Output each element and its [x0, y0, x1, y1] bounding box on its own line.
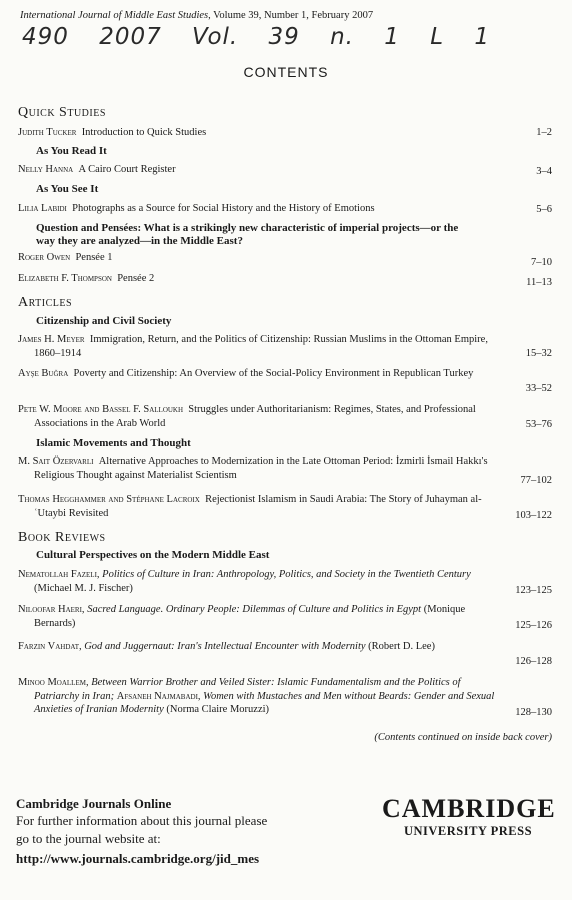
toc-entry-labidi[interactable]: [18, 202, 504, 216]
entry-reviewer: (Monique Bernards): [34, 604, 466, 629]
entry-author: Niloofar Haeri,: [18, 604, 85, 615]
subhead-as-you-see: As You See It: [36, 183, 99, 195]
entry-pages: 7–10: [531, 257, 552, 268]
toc-entry-thompson[interactable]: [18, 272, 504, 286]
toc-entry-ozervarli[interactable]: [18, 455, 504, 482]
journal-title: International Journal of Middle East Studies: [20, 10, 209, 21]
entry-title: Alternative Approaches to Modernization in the Late Ottoman Period: İzmirli İsmail Hakkı's Religious Thought against Materialist Scientism: [34, 456, 488, 481]
entry-pages: 77–102: [520, 475, 552, 486]
subhead-cultural-perspectives: Cultural Perspectives on the Modern Middle East: [36, 549, 270, 561]
entry-title: Pensée 1: [75, 252, 113, 263]
entry-title: God and Juggernaut: Iran's Intellectual Encounter with Modernity: [84, 641, 366, 652]
journal-website-link[interactable]: http://www.journals.cambridge.org/jid_mes: [16, 851, 260, 866]
entry-pages: 1–2: [536, 127, 552, 138]
toc-entry-moore[interactable]: [18, 403, 504, 430]
entry-author: Farzin Vahdat,: [18, 641, 82, 652]
entry-title: Photographs as a Source for Social History and the History of Emotions: [72, 203, 375, 214]
entry-title-2: Women with Mustaches and Men without Beards: Gender and Sexual Anxieties of Iranian Modernity: [34, 690, 495, 715]
entry-title: Politics of Culture in Iran: Anthropology, Politics, and Society in the Twentieth Century: [102, 569, 471, 580]
logo-sub-text: UNIVERSITY PRESS: [403, 824, 533, 838]
entry-title: Poverty and Citizenship: An Overview of the Social-Policy Environment in Republican Turkey: [73, 368, 474, 379]
toc-entry-tucker[interactable]: [18, 126, 504, 140]
entry-title: Sacred Language. Ordinary People: Dilemmas of Culture and Politics in Egypt: [87, 604, 422, 615]
entry-title: Struggles under Authoritarianism: Regimes, States, and Professional Associations in the Arab World: [34, 404, 476, 429]
entry-title: Introduction to Quick Studies: [81, 127, 207, 138]
entry-pages: 125–126: [515, 620, 552, 631]
entry-author: Minoo Moallem,: [18, 677, 89, 688]
entry-author: Nematollah Fazeli,: [18, 569, 100, 580]
toc-entry-hegghammer[interactable]: [18, 493, 504, 520]
subhead-islamic-movements: Islamic Movements and Thought: [36, 437, 191, 449]
toc-entry-fazeli[interactable]: [18, 568, 504, 595]
entry-pages: 126–128: [515, 656, 552, 667]
entry-title: Immigration, Return, and the Politics of Citizenship: Russian Muslims in the Ottoman Empire, 1860–1914: [34, 334, 488, 359]
toc-entry-bugra[interactable]: [18, 367, 504, 381]
entry-author: Elizabeth F. Thompson: [18, 273, 112, 284]
toc-entry-moallem[interactable]: [18, 676, 504, 717]
contents-heading: CONTENTS: [243, 64, 329, 80]
entry-pages: 15–32: [525, 348, 552, 359]
cjo-info-line-2: go to the journal website at:: [16, 831, 161, 846]
handwritten-shelf-note: 490 2007 Vol. 39 n. 1 L 1: [22, 24, 491, 50]
toc-entry-vahdat[interactable]: [18, 640, 504, 654]
section-book-reviews: Book Reviews: [18, 530, 106, 545]
section-quick-studies: Quick Studies: [18, 105, 106, 120]
entry-author: Roger Owen: [18, 252, 71, 263]
journal-issue-details: , Volume 39, Number 1, February 2007: [208, 10, 374, 21]
toc-entry-haeri[interactable]: [18, 603, 504, 630]
toc-entry-owen[interactable]: [18, 251, 504, 265]
entry-author: Thomas Hegghammer and Stéphane Lacroix: [18, 494, 200, 505]
entry-pages: 123–125: [515, 585, 552, 596]
journal-citation: [20, 10, 373, 21]
entry-author: Judith Tucker: [18, 127, 77, 138]
cjo-heading: Cambridge Journals Online: [16, 796, 172, 811]
entry-pages: 3–4: [536, 166, 552, 177]
entry-author: Pete W. Moore and Bassel F. Salloukh: [18, 404, 184, 415]
toc-entry-meyer[interactable]: [18, 333, 504, 360]
entry-author-2: Afsaneh Najmabadi,: [116, 690, 201, 702]
entry-pages: 11–13: [526, 277, 552, 288]
entry-reviewer: (Michael M. J. Fischer): [34, 582, 133, 594]
entry-pages: 103–122: [515, 510, 552, 521]
section-articles: Articles: [18, 295, 73, 310]
entry-author: James H. Meyer: [18, 334, 85, 345]
entry-title: A Cairo Court Register: [78, 164, 176, 175]
entry-author: Lilia Labidi: [18, 203, 67, 214]
entry-reviewer: (Norma Claire Moruzzi): [166, 704, 270, 715]
contents-continued-note: (Contents continued on inside back cover): [374, 732, 552, 743]
subhead-citizenship: Citizenship and Civil Society: [36, 315, 172, 327]
entry-author: Ayşe Buğra: [18, 368, 69, 379]
entry-pages: 53–76: [525, 419, 552, 430]
entry-title: Pensée 2: [117, 273, 155, 284]
subhead-question-pensees: Question and Pensées: What is a strikingly new characteristic of imperial projects—or the way they are analyzed—in the Middle East?: [36, 222, 459, 247]
logo-main-text: CAMBRIDGE: [382, 794, 556, 823]
entry-reviewer: (Robert D. Lee): [368, 641, 435, 652]
entry-title: Rejectionist Islamism in Saudi Arabia: The Story of Juhayman al-ʿUtaybi Revisited: [34, 494, 482, 519]
cjo-info-line-1: For further information about this journal please: [16, 813, 268, 828]
entry-author: Nelly Hanna: [18, 164, 74, 175]
cambridge-university-press-logo: [382, 796, 554, 839]
entry-author: M. Sait Özervarli: [18, 456, 94, 467]
entry-pages: 33–52: [525, 383, 552, 394]
toc-entry-hanna[interactable]: [18, 163, 504, 177]
subhead-as-you-read: As You Read It: [36, 145, 107, 157]
entry-pages: 128–130: [515, 707, 552, 718]
entry-title: Between Warrior Brother and Veiled Sister: Islamic Fundamentalism and the Politics of Patriarchy in Iran;: [34, 677, 461, 702]
entry-pages: 5–6: [536, 204, 552, 215]
